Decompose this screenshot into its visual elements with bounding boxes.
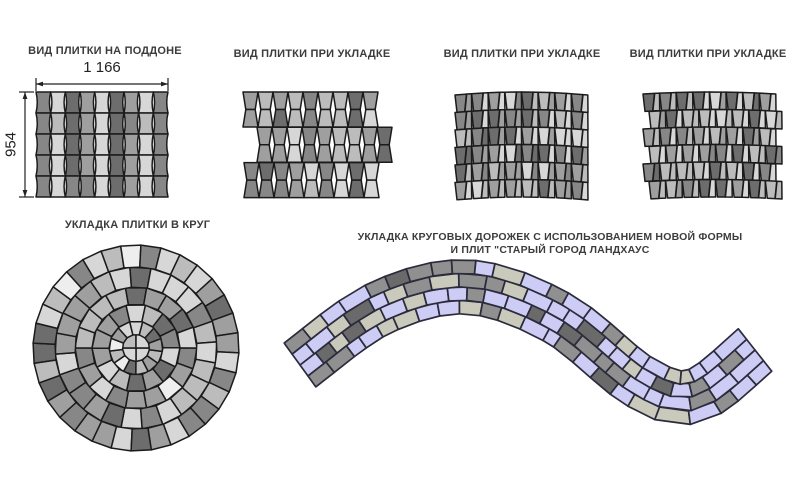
laying-view-3-title: ВИД ПЛИТКИ ПРИ УКЛАДКЕ xyxy=(629,48,787,60)
width-dimension-label: 1 166 xyxy=(83,59,121,76)
laying-view-2-title: ВИД ПЛИТКИ ПРИ УКЛАДКЕ xyxy=(443,48,601,60)
circular-pattern-diagram xyxy=(30,244,244,458)
serpentine-path-diagram xyxy=(283,258,793,478)
laying-view-1-title: ВИД ПЛИТКИ ПРИ УКЛАДКЕ xyxy=(233,48,391,60)
curved-path-title-line1: УКЛАДКА КРУГОВЫХ ДОРОЖЕК С ИСПОЛЬЗОВАНИЕМ НОВОЙ ФОРМЫ xyxy=(357,231,743,243)
pallet-grid-diagram xyxy=(8,70,208,205)
height-dimension-label: 954 xyxy=(2,131,20,158)
circle-pattern-title: УКЛАДКА ПЛИТКИ В КРУГ xyxy=(64,219,211,231)
curved-path-title xyxy=(330,231,770,257)
staggered-rows-diagram xyxy=(639,86,797,204)
pallet-view-title: ВИД ПЛИТКИ НА ПОДДОНЕ xyxy=(28,45,182,57)
fan-rows-diagram xyxy=(451,88,593,204)
offset-bands-diagram xyxy=(241,88,396,204)
curved-path-title-line2: И ПЛИТ "СТАРЫЙ ГОРОД ЛАНДХАУС xyxy=(450,244,650,256)
